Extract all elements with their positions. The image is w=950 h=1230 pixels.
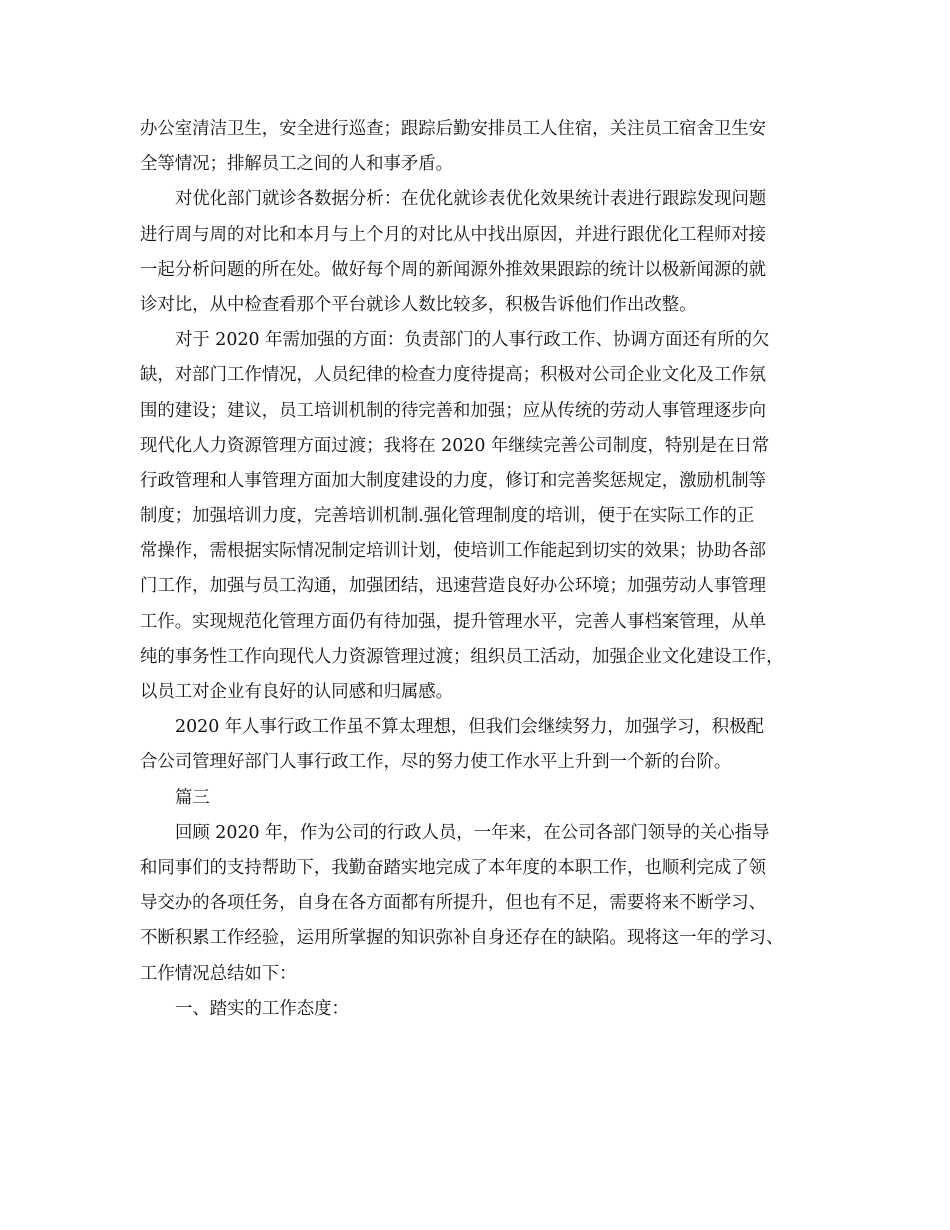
paragraph [140,992,830,1027]
text-line: 工作情况总结如下： [140,963,297,984]
text-line: 一、踏实的工作态度： [175,998,349,1019]
text-line: 篇三 [175,787,210,808]
text-line: 合公司管理好部门人事行政工作，尽的努力使工作水平上升到一个新的台阶。 [140,752,732,773]
text-line: 全等情况；排解员工之间的人和事矛盾。 [140,154,454,175]
text-line: 进行周与周的对比和本月与上个月的对比从中找出原因，并进行跟优化工程师对接 [140,224,767,245]
text-line: 对优化部门就诊各数据分析：在优化就诊表优化效果统计表进行跟踪发现问题 [175,189,767,210]
text-line: 围的建设；建议，员工培训机制的待完善和加强；应从传统的劳动人事管理逐步向 [140,400,767,421]
text-line: 一起分析问题的所在处。做好每个周的新闻源外推效果跟踪的统计以极新闻源的就 [140,259,767,280]
text-line: 工作。实现规范化管理方面仍有待加强，提升管理水平，完善人事档案管理，从单 [140,611,767,632]
text-line: 以员工对企业有良好的认同感和归属感。 [140,682,454,702]
text-line: 常操作，需根据实际情况制定培训计划，使培训工作能起到切实的效果；协助各部 [140,541,767,562]
text-line: 回顾 2020 年，作为公司的行政人员，一年来，在公司各部门领导的关心指导 [175,822,770,843]
text-line: 现代化人力资源管理方面过渡；我将在 2020 年继续完善公司制度，特别是在日常 [140,435,770,456]
text-line: 门工作，加强与员工沟通，加强团结，迅速营造良好办公环境；加强劳动人事管理 [140,576,767,597]
paragraph [140,323,830,710]
text-line: 办公室清洁卫生，安全进行巡查；跟踪后勤安排员工人住宿，关注员工宿舍卫生安 [140,119,767,139]
paragraph [140,781,830,816]
paragraph [140,182,830,323]
text-line: 和同事们的支持帮助下，我勤奋踏实地完成了本年度的本职工作，也顺利完成了领 [140,857,767,878]
text-line: 不断积累工作经验，运用所掌握的知识弥补自身还存在的缺陷。现将这一年的学习、 [140,928,784,949]
text-line: 诊对比，从中检查看那个平台就诊人数比较多，积极告诉他们作出改整。 [140,294,697,315]
text-line: 导交办的各项任务，自身在各方面都有所提升，但也有不足，需要将来不断学习、 [140,893,767,914]
paragraph [140,112,830,182]
text-line: 制度；加强培训力度，完善培训机制.强化管理制度的培训，便于在实际工作的正 [140,506,755,527]
document-body [140,112,830,1027]
text-line: 2020 年人事行政工作虽不算太理想，但我们会继续努力，加强学习，积极配 [175,717,764,738]
text-line: 对于 2020 年需加强的方面：负责部门的人事行政工作、协调方面还有所的欠 [175,330,770,351]
paragraph [140,816,830,992]
text-line: 缺，对部门工作情况，人员纪律的检查力度待提高；积极对公司企业文化及工作氛 [140,365,767,386]
text-line: 纯的事务性工作向现代人力资源管理过渡；组织员工活动，加强企业文化建设工作， [140,646,784,667]
text-line: 行政管理和人事管理方面加大制度建设的力度，修订和完善奖惩规定，激励机制等 [140,470,767,491]
paragraph [140,710,830,780]
